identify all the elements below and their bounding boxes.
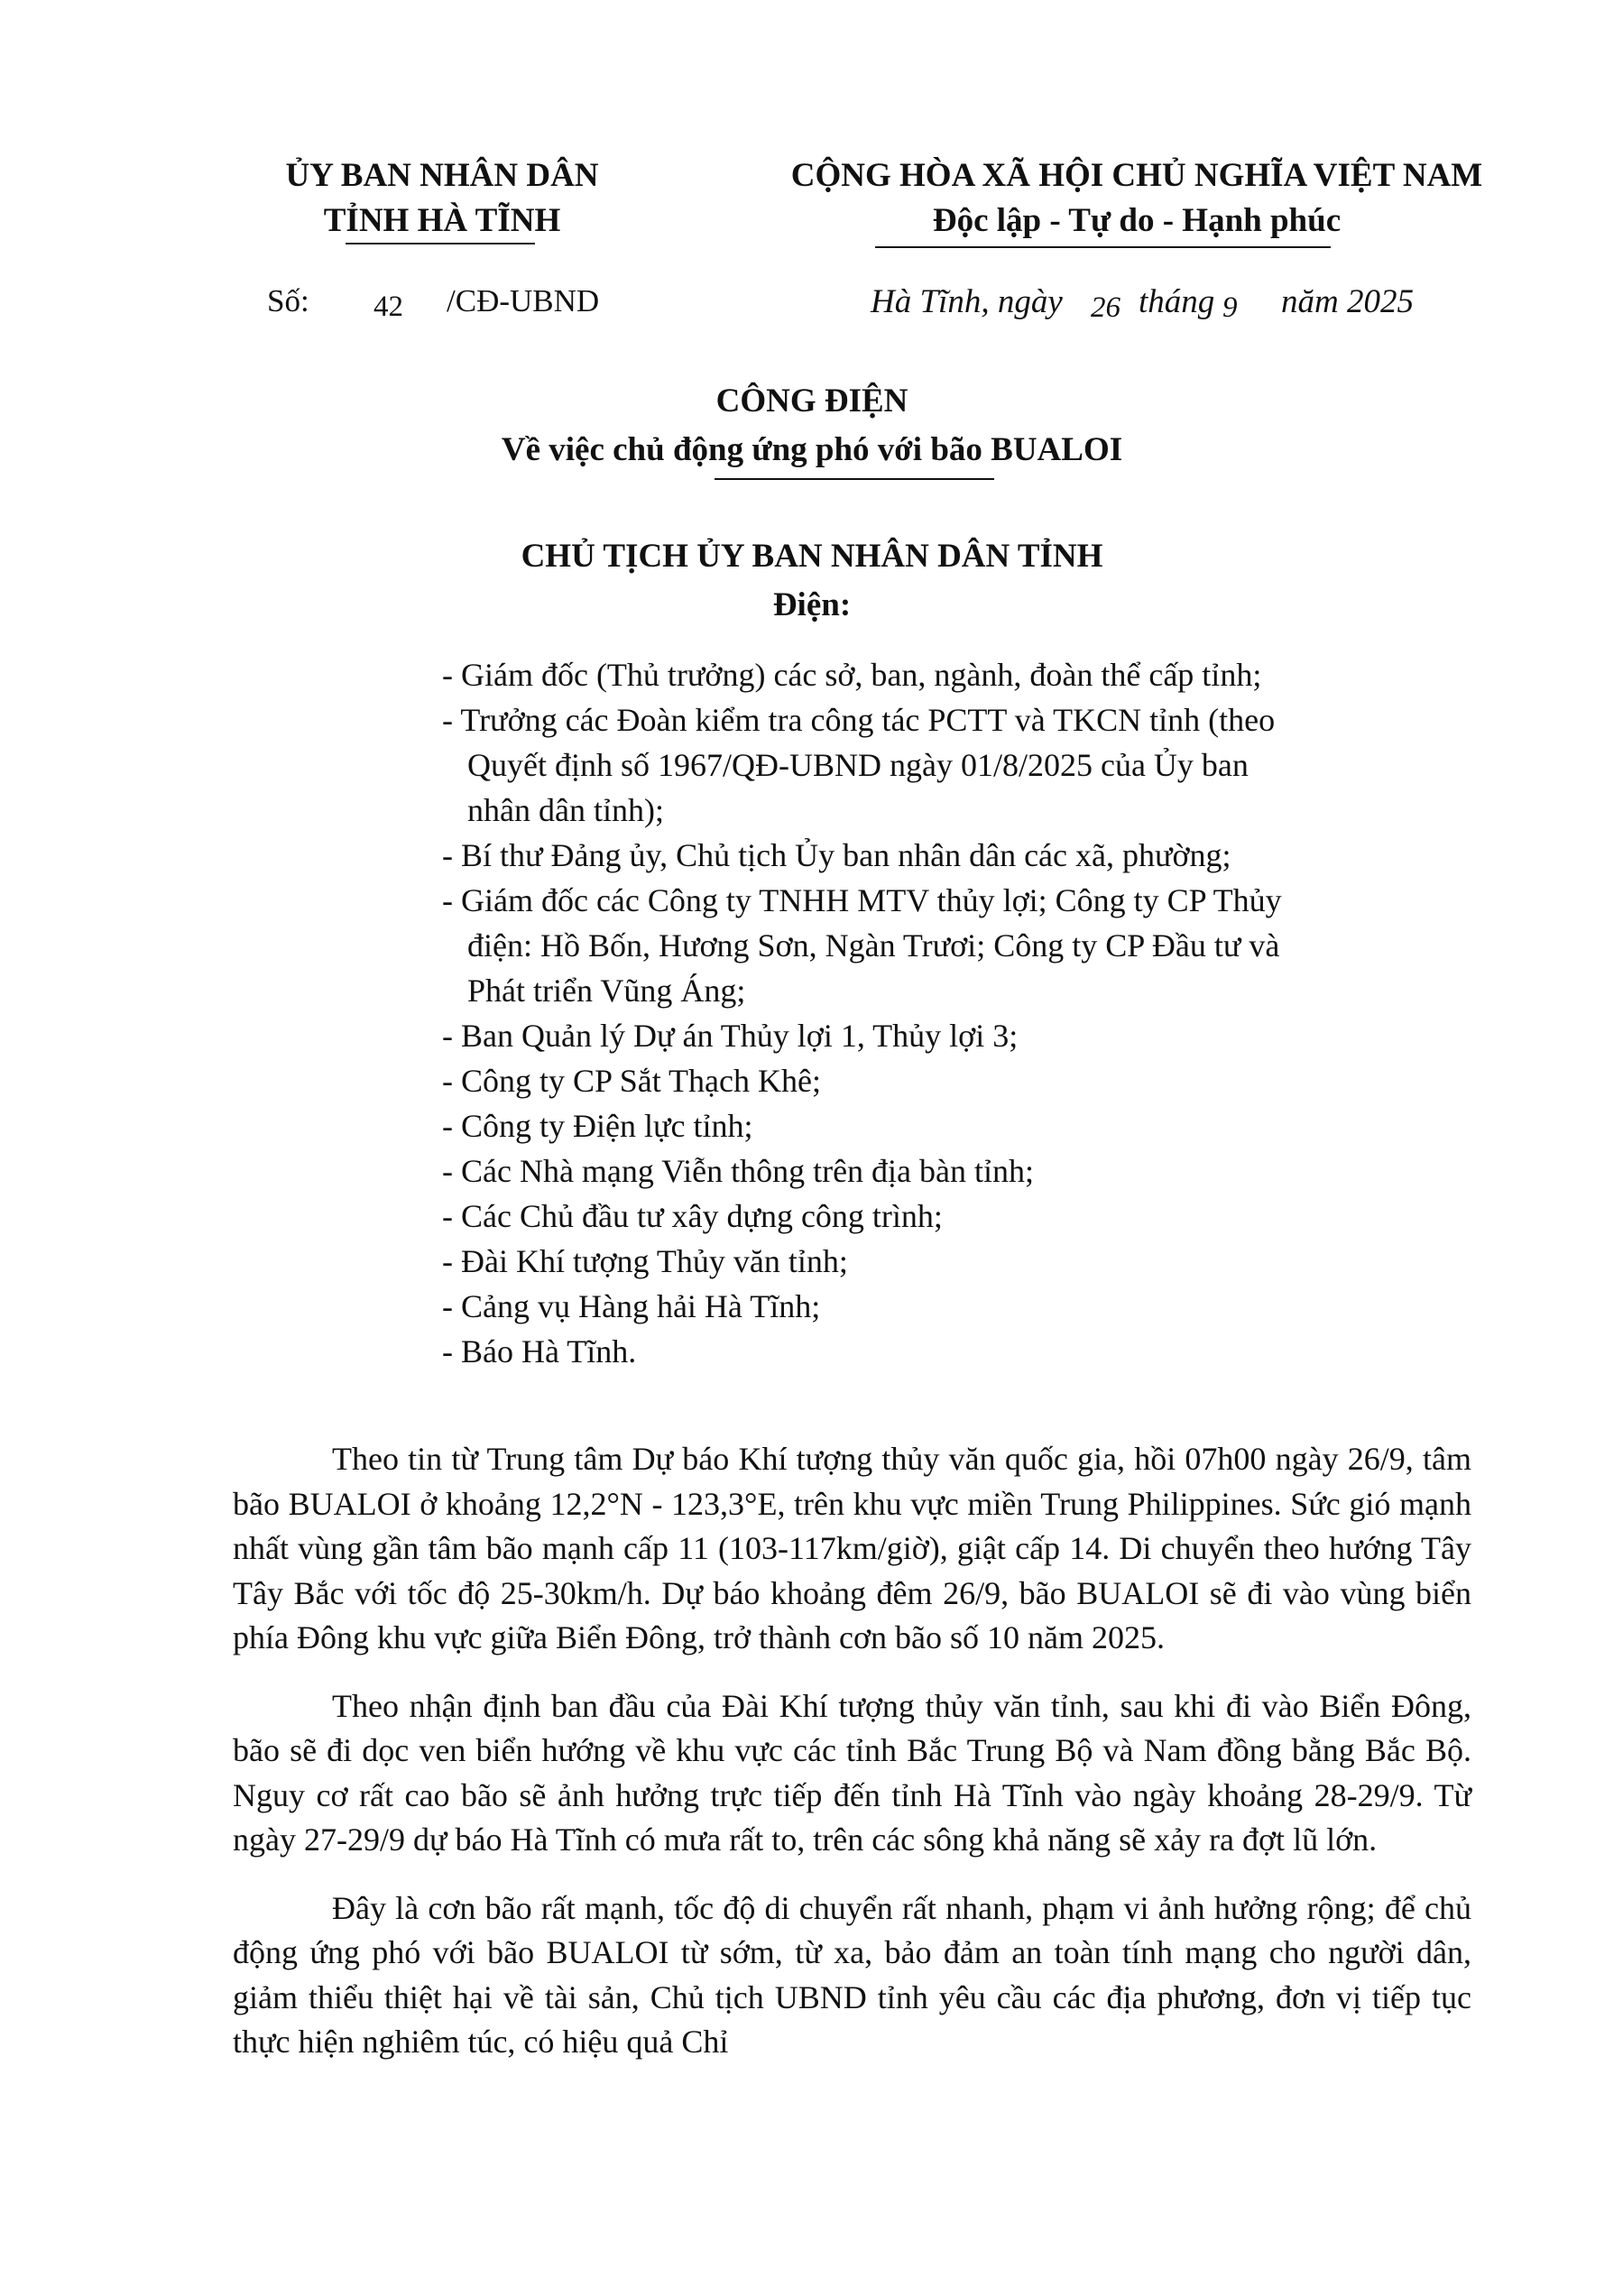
recipient-item: - Các Chủ đầu tư xây dựng công trình; bbox=[442, 1198, 943, 1234]
doc-number-value: 42 bbox=[373, 290, 403, 323]
document-subject: Về việc chủ động ứng phó với bão BUALOI bbox=[501, 431, 1123, 468]
recipient-item: - Công ty CP Sắt Thạch Khê; bbox=[442, 1063, 821, 1099]
doc-number-suffix: /CĐ-UBND bbox=[447, 283, 600, 318]
recipient-item: - Giám đốc (Thủ trưởng) các sở, ban, ngành, đoàn thể cấp tỉnh; bbox=[442, 657, 1262, 693]
body-paragraph: Theo nhận định ban đầu của Đài Khí tượng thủy văn tỉnh, sau khi đi vào Biển Đông, bão sẽ đi dọc ven biển hướng về khu vực các tỉnh Bắc Trung Bộ và Nam đồng bằng Bắc Bộ. Nguy cơ rất cao bão sẽ ảnh hưởng trực tiếp đến tỉnh Hà Tĩnh vào ngày khoảng 28-29/9. Từ ngày 27-29/9 dự báo Hà Tĩnh có mưa rất to, trên các sông khả năng sẽ xảy ra đợt lũ lớn. bbox=[233, 1687, 1471, 1858]
motto-underline bbox=[875, 246, 1331, 248]
document-title bbox=[271, 377, 1353, 475]
recipient-item: - Đài Khí tượng Thủy văn tỉnh; bbox=[442, 1243, 848, 1279]
document-body bbox=[233, 1437, 1471, 2089]
subject-underline bbox=[715, 478, 994, 480]
issuing-authority bbox=[235, 153, 650, 244]
date-prefix: Hà Tĩnh, ngày bbox=[871, 283, 1063, 320]
recipient-item: - Bí thư Đảng ủy, Chủ tịch Ủy ban nhân dân các xã, phường; bbox=[442, 837, 1231, 873]
document-type: CÔNG ĐIỆN bbox=[715, 383, 908, 420]
date-year: năm 2025 bbox=[1281, 283, 1414, 320]
recipient-item: - Báo Hà Tĩnh. bbox=[442, 1333, 637, 1369]
sender-label: Điện: bbox=[772, 586, 852, 623]
recipient-item: - Công ty Điện lực tỉnh; bbox=[442, 1108, 753, 1144]
country-name: CỘNG HÒA XÃ HỘI CHỦ NGHĨA VIỆT NAM bbox=[790, 157, 1483, 194]
recipient-list bbox=[442, 652, 1525, 1374]
recipient-item: - Cảng vụ Hàng hải Hà Tĩnh; bbox=[442, 1288, 821, 1324]
recipient-item: - Giám đốc các Công ty TNHH MTV thủy lợi; Công ty CP Thủy điện: Hồ Bốn, Hương Sơn, Ngàn Trươi; Công ty CP Đầu tư và Phát triển Vũng Áng; bbox=[442, 882, 1282, 1009]
recipient-item: - Trưởng các Đoàn kiểm tra công tác PCTT và TKCN tỉnh (theo Quyết định số 1967/QĐ-UBND ngày 01/8/2025 của Ủy ban nhân dân tỉnh); bbox=[442, 702, 1276, 828]
body-paragraph: Đây là cơn bão rất mạnh, tốc độ di chuyển rất nhanh, phạm vi ảnh hưởng rộng; để chủ động ứng phó với bão BUALOI từ sớm, từ xa, bảo đảm an toàn tính mạng cho người dân, giảm thiểu thiệt hại về tài sản, Chủ tịch UBND tỉnh yêu cầu các địa phương, đơn vị tiếp tục thực hiện nghiêm túc, có hiệu quả Chỉ bbox=[233, 1889, 1471, 2060]
motto: Độc lập - Tự do - Hạnh phúc bbox=[932, 202, 1342, 239]
recipient-item: - Ban Quản lý Dự án Thủy lợi 1, Thủy lợi 3; bbox=[442, 1018, 1019, 1054]
date-day: 26 bbox=[1091, 291, 1120, 324]
sender-block bbox=[271, 532, 1353, 630]
body-paragraph: Theo tin từ Trung tâm Dự báo Khí tượng thủy văn quốc gia, hồi 07h00 ngày 26/9, tâm bão BUALOI ở khoảng 12,2°N - 123,3°E, trên khu vực miền Trung Philippines. Sức gió mạnh nhất vùng gần tâm bão mạnh cấp 11 (103-117km/giờ), giật cấp 14. Di chuyển theo hướng Tây Tây Bắc với tốc độ 25-30km/h. Dự báo khoảng đêm 26/9, bão BUALOI sẽ đi vào vùng biển phía Đông khu vực giữa Biển Đông, trở thành cơn bão số 10 năm 2025. bbox=[233, 1441, 1471, 1655]
recipient-item: - Các Nhà mạng Viễn thông trên địa bàn tỉnh; bbox=[442, 1153, 1035, 1189]
national-motto bbox=[713, 153, 1561, 244]
date-month-label: tháng bbox=[1139, 283, 1215, 320]
issuing-authority-line1: ỦY BAN NHÂN DÂN bbox=[285, 157, 599, 194]
issuing-authority-line2: TỈNH HÀ TĨNH bbox=[323, 202, 561, 239]
issuing-authority-underline bbox=[346, 243, 535, 244]
date-month: 9 bbox=[1222, 291, 1238, 324]
doc-number-label: Số: bbox=[267, 283, 309, 318]
sender-title: CHỦ TỊCH ỦY BAN NHÂN DÂN TỈNH bbox=[521, 538, 1103, 575]
